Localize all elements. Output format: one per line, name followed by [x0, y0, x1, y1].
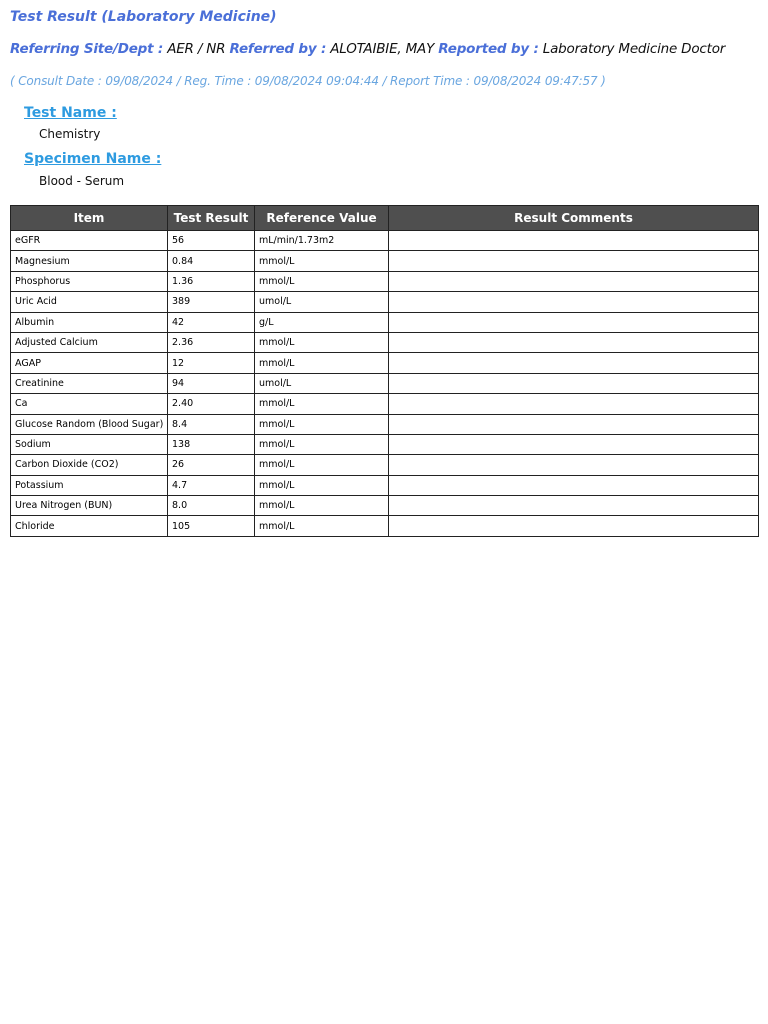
- cell-test-result: 389: [168, 292, 255, 312]
- cell-result-comment: [389, 231, 759, 251]
- cell-result-comment: [389, 475, 759, 495]
- table-row: [11, 455, 759, 475]
- table-header-row: [11, 206, 759, 231]
- cell-reference-value: mmol/L: [255, 332, 389, 352]
- cell-reference-value: mL/min/1.73m2: [255, 231, 389, 251]
- table-row: [11, 353, 759, 373]
- cell-reference-value: mmol/L: [255, 251, 389, 271]
- table-row: [11, 231, 759, 251]
- cell-test-result: 2.40: [168, 394, 255, 414]
- specimen-name-label: Specimen Name :: [24, 151, 162, 167]
- referral-line: [10, 41, 725, 57]
- cell-item: Sodium: [11, 434, 168, 454]
- cell-reference-value: g/L: [255, 312, 389, 332]
- cell-reference-value: mmol/L: [255, 353, 389, 373]
- cell-result-comment: [389, 516, 759, 536]
- cell-item: AGAP: [11, 353, 168, 373]
- table-row: [11, 475, 759, 495]
- results-table: [10, 205, 759, 537]
- cell-result-comment: [389, 353, 759, 373]
- cell-item: eGFR: [11, 231, 168, 251]
- cell-result-comment: [389, 414, 759, 434]
- table-row: [11, 271, 759, 291]
- cell-result-comment: [389, 373, 759, 393]
- cell-test-result: 8.0: [168, 496, 255, 516]
- cell-test-result: 26: [168, 455, 255, 475]
- referred-by-label: Referred by :: [229, 41, 327, 57]
- cell-test-result: 12: [168, 353, 255, 373]
- test-name-label: Test Name :: [24, 105, 117, 121]
- cell-item: Urea Nitrogen (BUN): [11, 496, 168, 516]
- table-row: [11, 394, 759, 414]
- table-row: [11, 251, 759, 271]
- referring-site-value: AER / NR: [167, 41, 226, 57]
- cell-item: Creatinine: [11, 373, 168, 393]
- cell-result-comment: [389, 312, 759, 332]
- cell-reference-value: umol/L: [255, 373, 389, 393]
- cell-reference-value: mmol/L: [255, 516, 389, 536]
- table-row: [11, 373, 759, 393]
- cell-item: Glucose Random (Blood Sugar): [11, 414, 168, 434]
- column-header-reference-value: Reference Value: [255, 206, 389, 231]
- cell-reference-value: mmol/L: [255, 496, 389, 516]
- table-row: [11, 434, 759, 454]
- cell-result-comment: [389, 394, 759, 414]
- cell-item: Potassium: [11, 475, 168, 495]
- cell-test-result: 1.36: [168, 271, 255, 291]
- referred-by-value: ALOTAIBIE, MAY: [330, 41, 435, 57]
- cell-result-comment: [389, 332, 759, 352]
- cell-test-result: 8.4: [168, 414, 255, 434]
- table-row: [11, 292, 759, 312]
- table-row: [11, 332, 759, 352]
- cell-test-result: 56: [168, 231, 255, 251]
- cell-test-result: 2.36: [168, 332, 255, 352]
- cell-result-comment: [389, 271, 759, 291]
- results-table-body: [11, 231, 759, 537]
- cell-reference-value: umol/L: [255, 292, 389, 312]
- cell-test-result: 94: [168, 373, 255, 393]
- cell-item: Ca: [11, 394, 168, 414]
- cell-reference-value: mmol/L: [255, 414, 389, 434]
- cell-test-result: 138: [168, 434, 255, 454]
- cell-item: Uric Acid: [11, 292, 168, 312]
- referring-site-label: Referring Site/Dept :: [10, 41, 164, 57]
- cell-reference-value: mmol/L: [255, 271, 389, 291]
- specimen-name-value: Blood - Serum: [39, 174, 125, 188]
- cell-reference-value: mmol/L: [255, 394, 389, 414]
- reported-by-label: Reported by :: [438, 41, 539, 57]
- report-title: Test Result (Laboratory Medicine): [10, 9, 277, 25]
- cell-item: Magnesium: [11, 251, 168, 271]
- cell-item: Carbon Dioxide (CO2): [11, 455, 168, 475]
- test-name-value: Chemistry: [39, 127, 101, 141]
- cell-item: Adjusted Calcium: [11, 332, 168, 352]
- table-row: [11, 516, 759, 536]
- cell-item: Phosphorus: [11, 271, 168, 291]
- cell-reference-value: mmol/L: [255, 434, 389, 454]
- cell-result-comment: [389, 292, 759, 312]
- cell-reference-value: mmol/L: [255, 475, 389, 495]
- cell-result-comment: [389, 434, 759, 454]
- cell-test-result: 42: [168, 312, 255, 332]
- cell-reference-value: mmol/L: [255, 455, 389, 475]
- table-row: [11, 312, 759, 332]
- column-header-result-comments: Result Comments: [389, 206, 759, 231]
- column-header-test-result: Test Result: [168, 206, 255, 231]
- cell-test-result: 0.84: [168, 251, 255, 271]
- cell-item: Albumin: [11, 312, 168, 332]
- table-row: [11, 414, 759, 434]
- report-dates: ( Consult Date : 09/08/2024 / Reg. Time : 09/08/2024 09:04:44 / Report Time : 09/08/2024 09:47:57 ): [10, 74, 606, 88]
- column-header-item: Item: [11, 206, 168, 231]
- reported-by-value: Laboratory Medicine Doctor: [542, 41, 726, 57]
- cell-test-result: 105: [168, 516, 255, 536]
- cell-test-result: 4.7: [168, 475, 255, 495]
- cell-result-comment: [389, 455, 759, 475]
- cell-result-comment: [389, 496, 759, 516]
- table-row: [11, 496, 759, 516]
- cell-item: Chloride: [11, 516, 168, 536]
- cell-result-comment: [389, 251, 759, 271]
